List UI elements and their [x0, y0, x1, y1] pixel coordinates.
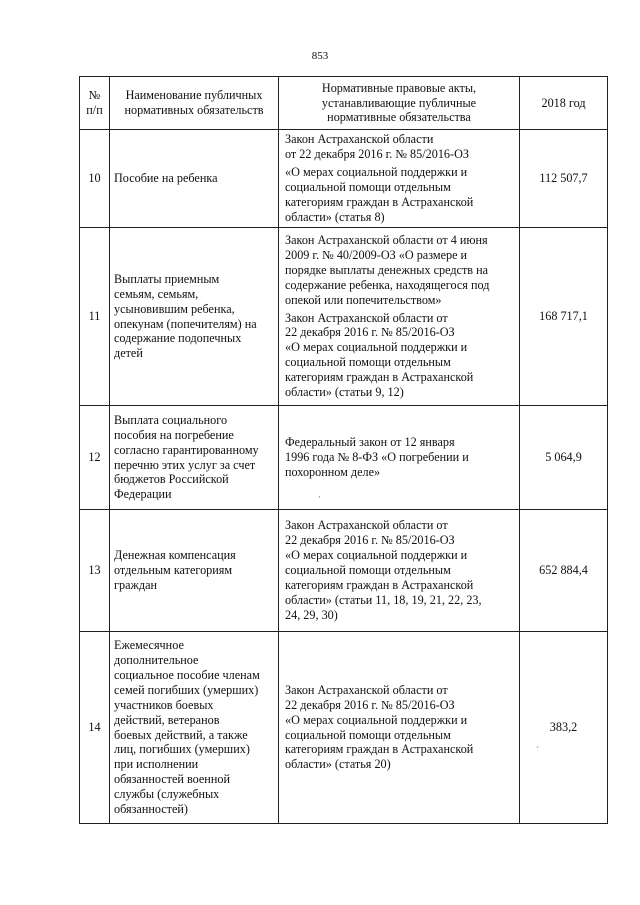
row-number: 13	[80, 510, 110, 632]
obligation-name-line: социальное пособие членам	[114, 667, 260, 682]
obligation-name-line: содержание подопечных	[114, 331, 242, 346]
table-row	[80, 510, 608, 632]
obligation-name-line: боевых действий, а также	[114, 727, 248, 742]
legal-act-block	[285, 518, 515, 622]
obligation-name-line: Федерации	[114, 487, 172, 502]
legal-act-line: похоронном деле»	[285, 464, 381, 479]
legal-act-line: 22 декабря 2016 г. № 85/2016-ОЗ	[285, 697, 455, 712]
obligation-name-line: Выплата социального	[114, 412, 228, 427]
obligation-name-line: опекунам (попечителям) на	[114, 316, 257, 331]
table-body	[80, 130, 608, 824]
obligation-name-line: службы (служебных	[114, 787, 220, 802]
row-number: 12	[80, 406, 110, 510]
legal-act-block	[285, 311, 515, 400]
obligation-name-line: граждан	[114, 577, 158, 592]
obligations-table	[79, 76, 608, 824]
scan-speck: ´	[536, 745, 539, 755]
legal-act-line: Закон Астраханской области	[285, 132, 434, 147]
legal-acts	[279, 406, 520, 510]
scan-speck: ·	[318, 492, 321, 502]
row-number: 14	[80, 632, 110, 824]
header-number	[80, 77, 110, 130]
legal-act-block	[285, 683, 515, 772]
legal-acts	[279, 510, 520, 632]
table-header-row	[80, 77, 608, 130]
obligation-name-line: при исполнении	[114, 757, 199, 772]
obligation-name-line: семьям, семьям,	[114, 286, 199, 301]
obligation-name-line: лиц, погибших (умерших)	[114, 742, 250, 757]
legal-acts	[279, 632, 520, 824]
legal-act-block	[285, 165, 515, 225]
amount-2018: 5 064,9	[520, 406, 608, 510]
legal-act-line: 22 декабря 2016 г. № 85/2016-ОЗ	[285, 533, 455, 548]
amount-2018: 652 884,4	[520, 510, 608, 632]
header-legal-acts	[279, 77, 520, 130]
legal-act-line: Федеральный закон от 12 января	[285, 435, 455, 450]
legal-act-line: 24, 29, 30)	[285, 607, 338, 622]
amount-2018: 168 717,1	[520, 228, 608, 406]
header-acts-line: устанавливающие публичные	[321, 95, 477, 110]
amount-2018: 112 507,7	[520, 130, 608, 228]
obligation-name-line: обязанностей)	[114, 802, 188, 817]
legal-act-line: социальной помощи отдельным	[285, 563, 451, 578]
header-acts-line: Нормативные правовые акты,	[321, 80, 477, 95]
header-name-line: нормативных обязательств	[124, 103, 264, 117]
legal-act-line: области» (статьи 9, 12)	[285, 385, 404, 400]
legal-act-line: социальной помощи отдельным	[285, 180, 451, 194]
header-acts-line: нормативные обязательства	[327, 110, 471, 125]
obligation-name-line: перечню этих услуг за счет	[114, 457, 256, 472]
legal-acts	[279, 228, 520, 406]
legal-act-line: от 22 декабря 2016 г. № 85/2016-ОЗ	[285, 147, 469, 162]
header-number-line: №	[88, 88, 101, 103]
obligation-name-line: Пособие на ребенка	[114, 171, 218, 186]
header-year	[520, 77, 608, 130]
obligation-name-line: Денежная компенсация	[114, 548, 236, 563]
legal-act-line: категориям граждан в Астраханской	[285, 577, 474, 592]
header-number-line: п/п	[86, 103, 103, 117]
obligation-name-line: усыновившим ребенка,	[114, 301, 235, 316]
obligation-name-line: бюджетов Российской	[114, 472, 229, 487]
row-number: 10	[80, 130, 110, 228]
legal-act-line: социальной помощи отдельным	[285, 355, 451, 370]
legal-act-line: области» (статья 20)	[285, 757, 391, 772]
legal-act-block	[285, 132, 515, 162]
legal-act-line: порядке выплаты денежных средств на	[285, 262, 489, 277]
obligation-name-line: обязанностей военной	[114, 772, 230, 787]
legal-act-line: «О мерах социальной поддержки и	[285, 548, 468, 563]
legal-acts	[279, 130, 520, 228]
legal-act-line: содержание ребенка, находящегося под	[285, 277, 490, 292]
obligation-name	[110, 510, 279, 632]
amount-2018: 383,2	[520, 632, 608, 824]
obligation-name-line: семей погибших (умерших)	[114, 682, 259, 697]
legal-act-block	[285, 435, 515, 480]
legal-act-line: Закон Астраханской области от	[285, 310, 448, 325]
legal-act-line: категориям граждан в Астраханской	[285, 194, 474, 209]
table-row	[80, 406, 608, 510]
obligation-name-line: детей	[114, 346, 143, 361]
table-row	[80, 228, 608, 406]
legal-act-line: области» (статья 8)	[285, 209, 385, 224]
obligation-name-line: Ежемесячное	[114, 638, 184, 653]
legal-act-block	[285, 233, 515, 308]
obligation-name	[110, 228, 279, 406]
obligation-name-line: участников боевых	[114, 697, 214, 712]
legal-act-line: 1996 года № 8-ФЗ «О погребении и	[285, 450, 469, 465]
table-row	[80, 632, 608, 824]
header-name-line: Наименование публичных	[125, 88, 263, 103]
obligation-name-line: Выплаты приемным	[114, 271, 220, 286]
legal-act-line: «О мерах социальной поддержки и	[285, 165, 468, 180]
legal-act-line: Закон Астраханской области от	[285, 518, 448, 533]
legal-act-line: Закон Астраханской области от 4 июня	[285, 233, 488, 248]
legal-act-line: категориям граждан в Астраханской	[285, 370, 474, 385]
header-obligation-name	[110, 77, 279, 130]
legal-act-line: «О мерах социальной поддержки и	[285, 712, 468, 727]
obligation-name-line: отдельным категориям	[114, 563, 233, 578]
obligation-name	[110, 130, 279, 228]
legal-act-line: Закон Астраханской области от	[285, 682, 448, 697]
obligation-name	[110, 406, 279, 510]
obligation-name-line: действий, ветеранов	[114, 712, 220, 727]
legal-act-line: опекой или попечительством»	[285, 292, 442, 307]
legal-act-line: 2009 г. № 40/2009-ОЗ «О размере и	[285, 247, 468, 262]
obligation-name-line: дополнительное	[114, 652, 199, 667]
legal-act-line: категориям граждан в Астраханской	[285, 742, 474, 757]
obligation-name-line: пособия на погребение	[114, 427, 234, 442]
row-number: 11	[80, 228, 110, 406]
legal-act-line: 22 декабря 2016 г. № 85/2016-ОЗ	[285, 325, 455, 340]
obligation-name-line: согласно гарантированному	[114, 442, 259, 457]
header-year-label: 2018 год	[541, 95, 586, 110]
legal-act-line: области» (статьи 11, 18, 19, 21, 22, 23,	[285, 592, 482, 607]
legal-act-line: «О мерах социальной поддержки и	[285, 340, 468, 355]
page-number: 853	[311, 50, 329, 62]
legal-act-line: социальной помощи отдельным	[285, 727, 451, 742]
table-row	[80, 130, 608, 228]
obligation-name	[110, 632, 279, 824]
